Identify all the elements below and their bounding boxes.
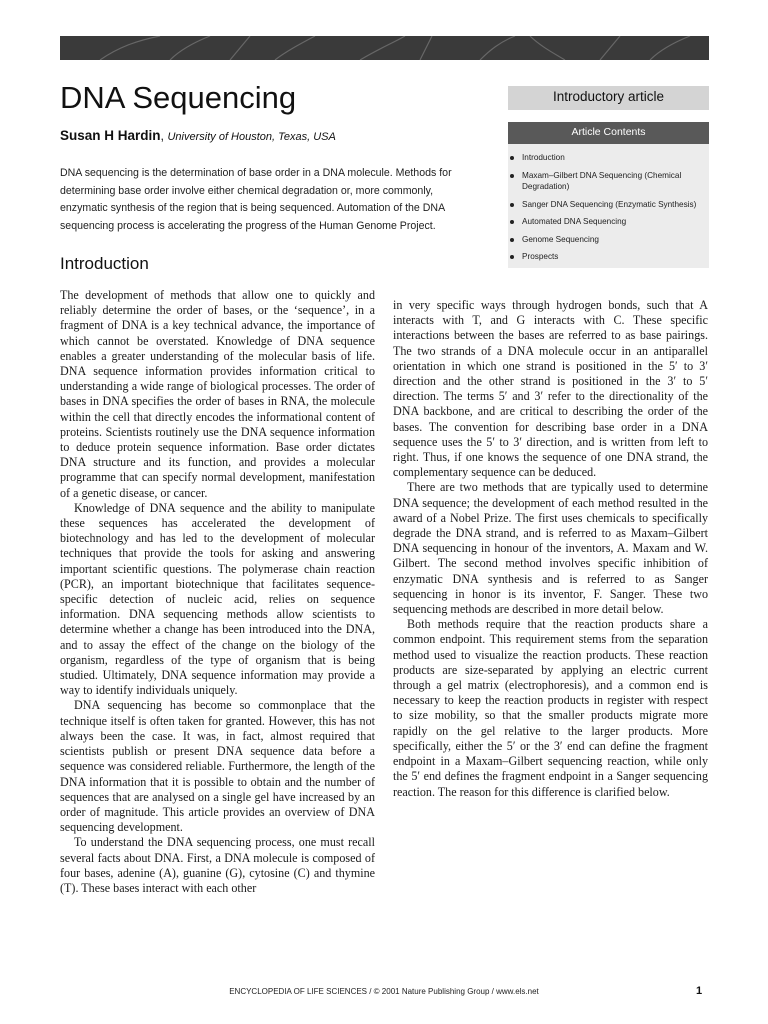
contents-item[interactable]: Maxam–Gilbert DNA Sequencing (Chemical Degradation)	[508, 170, 703, 193]
article-abstract: DNA sequencing is the determination of base order in a DNA molecule. Methods for determining base order involve either chemical degradation or, more commonly, enzymatic synthesis of the region that is being sequenced. Automation of the DNA sequencing process is accelerating the progress of the Human Genome Project.	[60, 167, 452, 232]
author-line: Susan H Hardin, University of Houston, Texas, USA	[60, 128, 336, 143]
body-paragraph: DNA sequencing has become so commonplace that the technique itself is often taken for granted. However, this has not always been the case. It was, in fact, almost required that scientists publish or present DNA sequence data before a sequence was considered reliable. Furthermore, the length of the DNA information that it is possible to obtain and the number of sequences that are analysed on a single gel have increased by an order of magnitude. This article provides an overview of DNA sequencing development.	[60, 698, 375, 835]
author-name: Susan H Hardin	[60, 128, 161, 143]
body-paragraph: There are two methods that are typically used to determine DNA sequence; the development of each method resulted in the award of a Nobel Prize. The first uses chemicals to specifically degrade the DNA strand, and is referred to as Maxam–Gilbert DNA sequencing in honour of the inventors, A. Maxam and W. Gilbert. The second method involves specific inhibition of enzymatic DNA synthesis and is referred to as Sanger sequencing in honor is its inventor, F. Sanger. These two sequencing methods are described in more detail below.	[393, 480, 708, 617]
footer-citation: ENCYCLOPEDIA OF LIFE SCIENCES / © 2001 Nature Publishing Group / www.els.net	[229, 987, 539, 996]
bullet-icon	[510, 174, 514, 178]
bullet-icon	[510, 255, 514, 259]
contents-item[interactable]: Genome Sequencing	[508, 234, 703, 246]
body-paragraph: Both methods require that the reaction products share a common endpoint. This requirement stems from the separation method used to visualize the reaction products. These reaction products are size-separated by applying an electric current through a gel matrix (electrophoresis), and a common end is necessary to keep the reaction products in register with respect to size mobility, so that the smaller products migrate more rapidly on the gel relative to the larger products. More specifically, either the 5′ or the 3′ end can define the fragment endpoint in a Maxam–Gilbert sequencing reaction, while only the 5′ end defines the fragment endpoint in a Sanger sequencing reaction. The reason for this difference is clarified below.	[393, 617, 708, 799]
body-paragraph: in very specific ways through hydrogen bonds, such that A interacts with T, and G interacts with C. These specific interactions between the bases are referred to as base pairings. The two strands of a DNA molecule occur in an antiparallel orientation in which one strand is positioned in the 5′ to 3′ direction and the other strand is positioned in the 3′ to 5′ direction. The terms 5′ and 3′ refer to the directionality of the DNA backbone, and are critical to describing the order of the bases. The convention for describing base order in a DNA sequence uses the 5′ to 3′ direction, and is written from left to right. Thus, if one knows the sequence of one DNA strand, the complementary sequence can be deduced.	[393, 298, 708, 480]
contents-header	[508, 122, 709, 144]
banner-pattern	[60, 36, 709, 60]
contents-item[interactable]: Sanger DNA Sequencing (Enzymatic Synthesis)	[508, 199, 703, 211]
article-type-label	[508, 86, 709, 110]
article-type-text: Introductory article	[552, 89, 665, 104]
body-paragraph: Knowledge of DNA sequence and the ability to manipulate these sequences has accelerated the development of biotechnology and has led to the development of molecular techniques that provide the tools for asking and answering important scientific questions. The polymerase chain reaction (PCR), an important biotechnique that facilitates sequence-specific detection of nucleic acid, relies on sequence information. DNA sequencing methods allow scientists to determine whether a change has been introduced into the DNA, and to assay the effect of the change on the biology of the organism, regardless of the type of organism that is being studied. Ultimately, DNA sequence information may provide a way to identify individuals uniquely.	[60, 500, 375, 698]
body-paragraph: To understand the DNA sequencing process, one must recall several facts about DNA. First, a DNA molecule is composed of four bases, adenine (A), guanine (G), cytosine (C) and thymine (T). These bases interact with each other	[60, 835, 375, 895]
bullet-icon	[510, 238, 514, 242]
contents-item[interactable]: Prospects	[508, 251, 703, 263]
body-column-right	[393, 298, 708, 800]
article-title: DNA Sequencing	[60, 80, 297, 115]
bullet-icon	[510, 220, 514, 224]
contents-item[interactable]: Automated DNA Sequencing	[508, 216, 703, 228]
page-number: 1	[696, 985, 703, 997]
contents-title: Article Contents	[571, 126, 646, 138]
body-paragraph: The development of methods that allow one to quickly and reliably determine the order of bases, or the ‘sequence’, in a fragment of DNA is a key technical advance, the importance of which cannot be overstated. Knowledge of DNA sequence enables a greater understanding of the molecular basis of life. DNA sequence information provides information critical to understanding a wide range of biological processes. The order of bases in DNA specifies the order of bases in RNA, the molecule within the cell that directly encodes the informational content of proteins. Scientists routinely use the DNA sequence information to deduce protein sequence information. Base order dictates DNA structure and its function, and provides a molecular programme that can specify normal development, manifestation of a genetic disease, or cancer.	[60, 288, 375, 500]
bullet-icon	[510, 203, 514, 207]
header-banner	[60, 36, 709, 60]
body-column-left	[60, 288, 375, 896]
section-heading: Introduction	[60, 254, 149, 273]
contents-list	[508, 144, 709, 263]
author-affiliation: University of Houston, Texas, USA	[167, 131, 336, 143]
article-contents-panel	[508, 144, 709, 268]
bullet-icon	[510, 156, 514, 160]
contents-item[interactable]: Introduction	[508, 152, 703, 164]
